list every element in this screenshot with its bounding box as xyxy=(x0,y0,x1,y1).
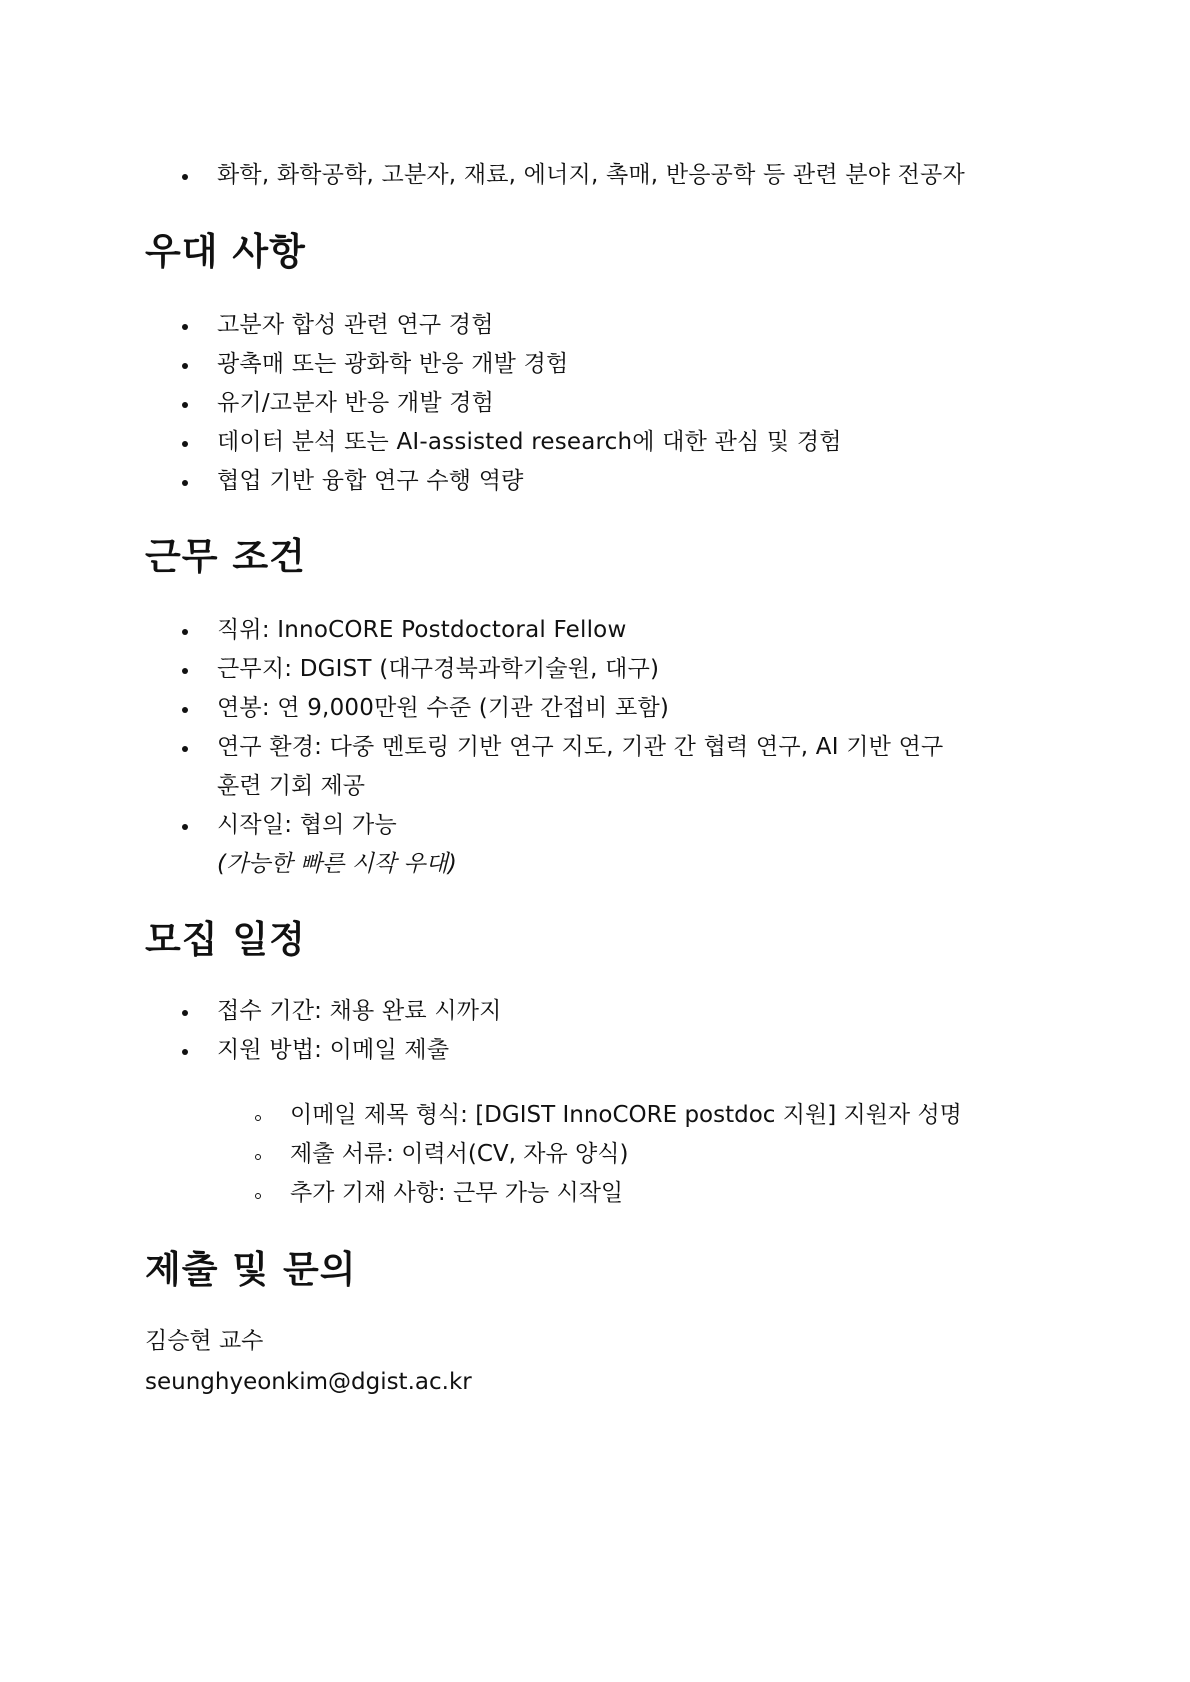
list-item: 고분자 합성 관련 연구 경험 xyxy=(217,305,494,346)
sub-list-item: 추가 기재 사항: 근무 가능 시작일 xyxy=(290,1173,623,1214)
list-item: 광촉매 또는 광화학 반응 개발 경험 xyxy=(217,344,568,385)
list-item: 근무지: DGIST (대구경북과학기술원, 대구) xyxy=(217,649,659,690)
contact-name: 김승현 교수 xyxy=(145,1328,264,1354)
sub-list-item: 이메일 제목 형식: [DGIST InnoCORE postdoc 지원] 지원자 성명 xyxy=(290,1095,962,1136)
list-item: 연구 환경: 다중 멘토링 기반 연구 지도, 기관 간 협력 연구, AI 기반 연구 xyxy=(217,727,943,768)
sub-list-item: 제출 서류: 이력서(CV, 자유 양식) xyxy=(290,1134,628,1175)
schedule-heading: 모집 일정 xyxy=(145,918,306,961)
list-item: 시작일: 협의 가능 xyxy=(217,805,397,846)
list-item: 화학, 화학공학, 고분자, 재료, 에너지, 촉매, 반응공학 등 관련 분야 전공자 xyxy=(217,155,965,196)
list-item: 유기/고분자 반응 개발 경험 xyxy=(217,383,494,424)
list-item: 접수 기간: 채용 완료 시까지 xyxy=(217,991,502,1032)
list-item: 데이터 분석 또는 AI-assisted research에 대한 관심 및 경험 xyxy=(217,422,842,463)
contact-email[interactable]: seunghyeonkim@dgist.ac.kr xyxy=(145,1369,472,1395)
preferred-heading: 우대 사항 xyxy=(145,230,306,273)
list-item: 연봉: 연 9,000만원 수준 (기관 간접비 포함) xyxy=(217,688,669,729)
list-item: 협업 기반 융합 연구 수행 역량 xyxy=(217,461,524,502)
conditions-heading: 근무 조건 xyxy=(145,535,306,578)
start-date-note: (가능한 빠른 시작 우대) xyxy=(217,851,457,877)
contact-heading: 제출 및 문의 xyxy=(145,1248,357,1291)
list-item: 지원 방법: 이메일 제출 xyxy=(217,1030,449,1071)
list-item-continuation: 훈련 기회 제공 xyxy=(217,773,365,799)
list-item: 직위: InnoCORE Postdoctoral Fellow xyxy=(217,610,626,651)
